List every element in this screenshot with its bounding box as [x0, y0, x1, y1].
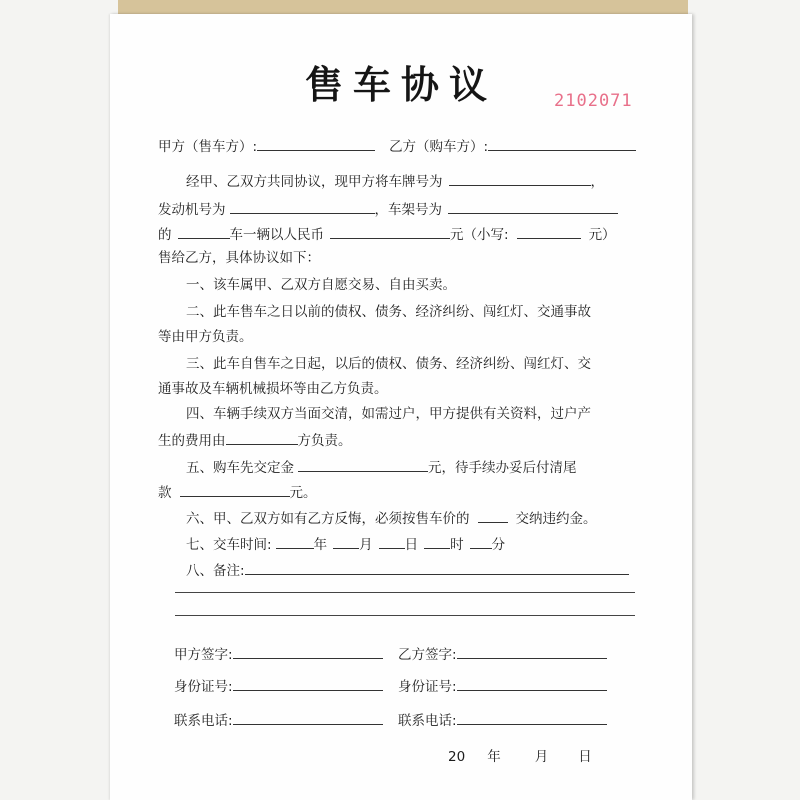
clause-8 — [186, 560, 629, 580]
buyer-id-blank[interactable] — [457, 676, 607, 691]
delivery-time-label: 七、交车时间: — [186, 537, 272, 553]
seller-name-blank[interactable] — [257, 136, 375, 151]
buyer-sign-row — [398, 644, 607, 664]
deposit-amount-blank[interactable] — [298, 457, 428, 472]
remarks-label: 八、备注: — [186, 563, 245, 579]
seller-sign-label: 甲方签字: — [174, 647, 233, 663]
date-year-unit: 年 — [487, 749, 501, 765]
signing-date — [448, 748, 592, 766]
of-text: 的 — [158, 227, 172, 243]
seller-id-row — [174, 676, 383, 696]
fee-bearer-suffix: 方负责。 — [297, 433, 352, 449]
seller-phone-label: 联系电话: — [174, 713, 233, 729]
delivery-minute-blank[interactable] — [470, 534, 492, 549]
buyer-phone-row — [398, 710, 607, 730]
date-month-unit: 月 — [534, 749, 549, 765]
engine-number-blank[interactable] — [230, 199, 375, 214]
intro-line-2 — [158, 199, 618, 219]
frame-label: ，车架号为 — [374, 202, 442, 218]
clause-2-line-2: 等由甲方负责。 — [158, 329, 253, 345]
day-unit: 日 — [404, 537, 419, 553]
fee-bearer-prefix: 生的费用由 — [158, 433, 226, 449]
hour-unit: 时 — [450, 537, 464, 553]
car-rmb-text: 车一辆以人民币 — [229, 227, 324, 243]
intro-line-1: 经甲、乙双方共同协议，现甲方将车牌号为 ， — [186, 171, 604, 191]
remarks-blank-3[interactable] — [175, 615, 635, 616]
date-day-unit: 日 — [578, 749, 592, 765]
delivery-month-blank[interactable] — [333, 534, 359, 549]
remarks-blank-2[interactable] — [175, 592, 635, 593]
seller-sign-row — [174, 644, 383, 664]
clause-6 — [186, 508, 597, 528]
price-words-blank[interactable] — [330, 224, 450, 239]
buyer-phone-label: 联系电话: — [398, 713, 457, 729]
buyer-phone-blank[interactable] — [457, 710, 607, 725]
buyer-sign-label: 乙方签字: — [398, 647, 457, 663]
seller-id-blank[interactable] — [233, 676, 383, 691]
intro-line-4: 售给乙方，具体协议如下： — [158, 250, 320, 266]
delivery-year-blank[interactable] — [276, 534, 314, 549]
balance-suffix: 元。 — [289, 485, 317, 501]
intro-line-3 — [158, 224, 616, 244]
yuan-small-text: 元（小写: — [450, 227, 509, 243]
buyer-id-label: 身份证号: — [398, 679, 457, 695]
seller-phone-blank[interactable] — [233, 710, 383, 725]
engine-label: 发动机号为 — [158, 202, 226, 218]
buyer-id-row — [398, 676, 607, 696]
clause-3-line-1: 三、此车自售车之日起，以后的债权、债务、经济纠纷、闯红灯、交 — [186, 356, 591, 372]
clause-1: 一、该车属甲、乙双方自愿交易、自由买卖。 — [186, 277, 456, 293]
plate-number-blank[interactable] — [449, 171, 591, 186]
yuan-close-text: 元） — [588, 227, 616, 243]
clause-5-line-2 — [158, 482, 317, 502]
balance-amount-blank[interactable] — [180, 482, 290, 497]
seller-id-label: 身份证号: — [174, 679, 233, 695]
clause-4-line-1: 四、车辆手续双方当面交清，如需过户，甲方提供有关资料，过户产 — [186, 406, 591, 422]
serial-number-stamp: 2102071 — [554, 91, 633, 111]
minute-unit: 分 — [491, 537, 506, 553]
clause-2-line-1: 二、此车售车之日以前的债权、债务、经济纠纷、闯红灯、交通事故 — [186, 304, 591, 320]
clause-4-line-2 — [158, 430, 352, 450]
clause-3-line-2: 通事故及车辆机械损坏等由乙方负责。 — [158, 381, 388, 397]
balance-label: 款 — [158, 485, 172, 501]
buyer-sign-blank[interactable] — [457, 644, 607, 659]
seller-sign-blank[interactable] — [233, 644, 383, 659]
fee-bearer-blank[interactable] — [226, 430, 298, 445]
delivery-hour-blank[interactable] — [424, 534, 450, 549]
deposit-suffix: 元，待手续办妥后付清尾 — [428, 460, 577, 476]
clause-5-line-1 — [186, 457, 577, 477]
car-model-blank[interactable] — [178, 224, 230, 239]
penalty-percent-blank[interactable] — [478, 508, 508, 523]
penalty-suffix: 交纳违约金。 — [515, 511, 597, 527]
parties-row — [158, 136, 636, 156]
buyer-label: 乙方（购车方）: — [389, 139, 489, 155]
frame-number-blank[interactable] — [448, 199, 618, 214]
seller-phone-row — [174, 710, 383, 730]
month-unit: 月 — [359, 537, 373, 553]
intro-text: 经甲、乙双方共同协议，现甲方将车牌号为 — [186, 174, 443, 190]
buyer-name-blank[interactable] — [488, 136, 636, 151]
penalty-text: 六、甲、乙双方如有乙方反悔，必须按售车价的 — [186, 511, 470, 527]
year-unit: 年 — [313, 537, 328, 553]
seller-label: 甲方（售车方）: — [158, 139, 258, 155]
contract-sheet — [110, 14, 692, 800]
delivery-day-blank[interactable] — [379, 534, 405, 549]
price-digits-blank[interactable] — [517, 224, 581, 239]
remarks-blank-1[interactable] — [245, 560, 629, 575]
date-year-prefix: 20 — [448, 749, 466, 765]
document-title: 售车协议 — [304, 62, 497, 107]
clause-7 — [186, 534, 505, 554]
deposit-label: 五、购车先交定金 — [186, 460, 294, 476]
